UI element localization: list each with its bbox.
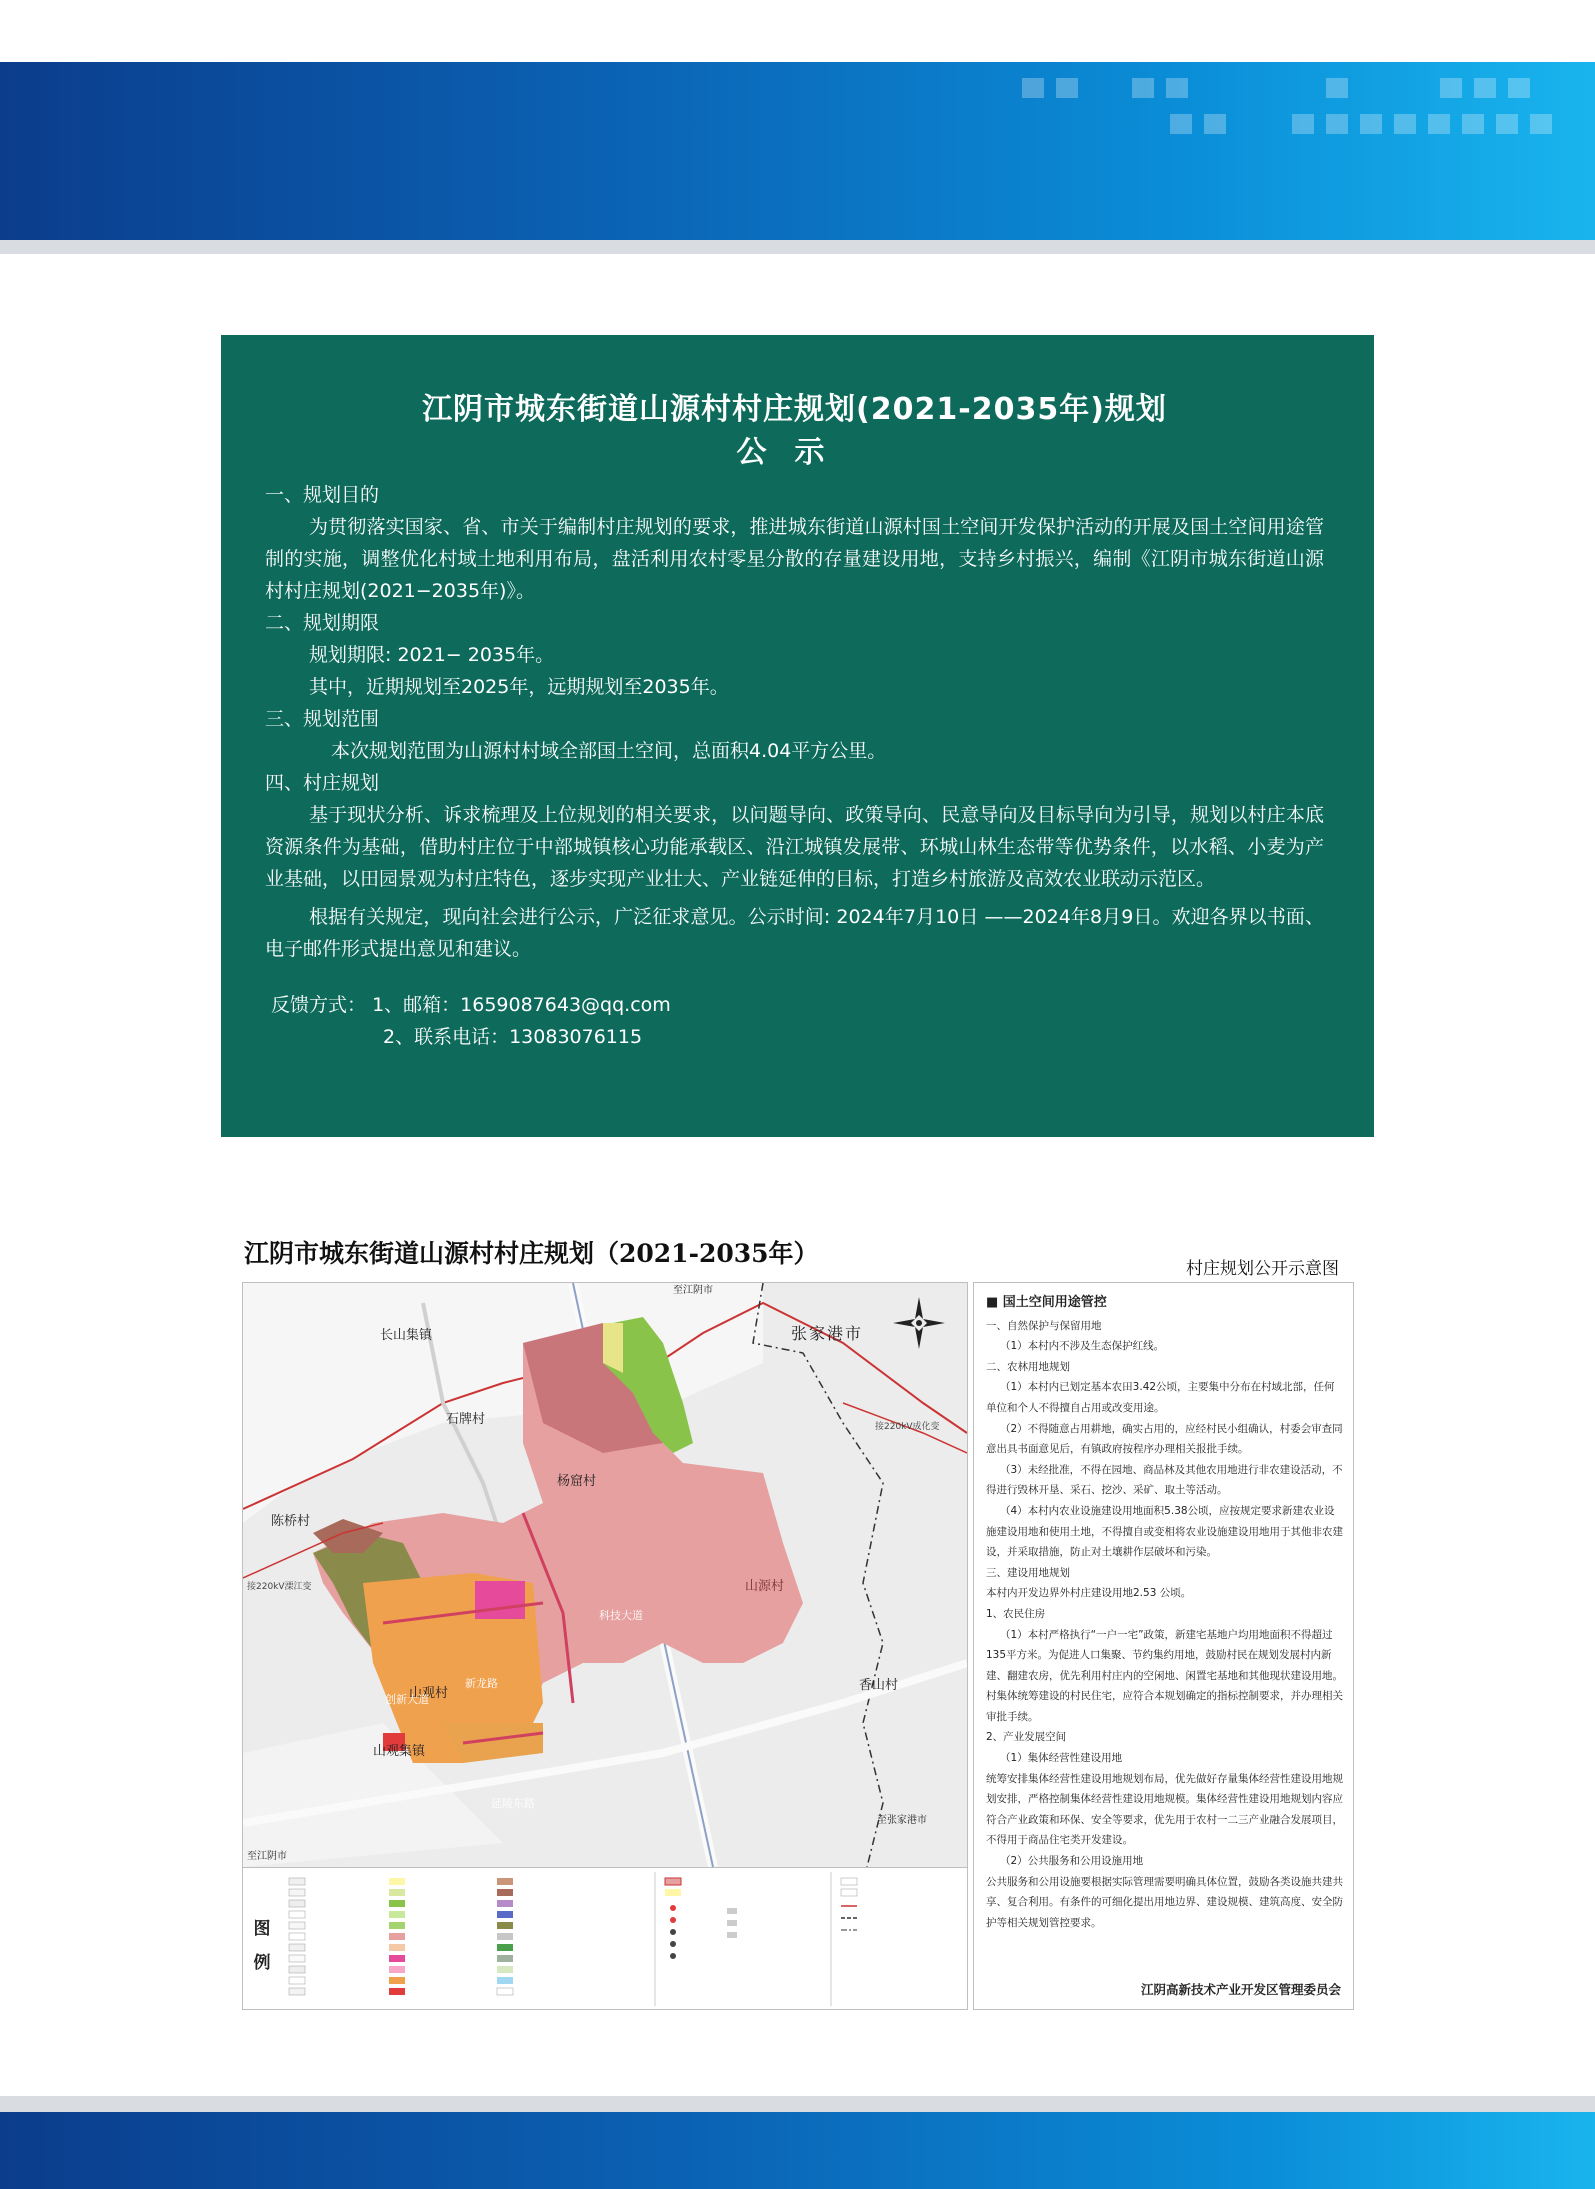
contact-line (265, 989, 1324, 1021)
place-label: 至张家港市 (877, 1815, 927, 1826)
legend-col-3 (497, 1878, 513, 1995)
section-heading: 二、规划期限 (265, 612, 380, 634)
rules-line: （2）不得随意占用耕地，确实占用的，应经村民小组确认，村委会审查同意出具书面意见后，有镇政府按程序办理相关报批手续。 (986, 1422, 1343, 1456)
footer-divider (0, 2096, 1595, 2112)
decor-square (1508, 78, 1530, 98)
rules-line: 2、产业发展空间 (986, 1731, 1067, 1744)
section-text: 为贯彻落实国家、省、市关于编制村庄规划的要求，推进城东街道山源村国土空间开发保护活动的开展及国土空间用途管制的实施，调整优化村域土地利用布局，盘活利用农村零星分散的存量建设用地，支持乡村振兴，编制《江阴市城东街道山源村村庄规划(2021−2035年)》。 (265, 516, 1324, 602)
notice-panel (221, 335, 1374, 1137)
decor-square (1166, 78, 1188, 98)
section-text: 基于现状分析、诉求梳理及上位规划的相关要求，以问题导向、政策导向、民意导向及目标导向为引导，规划以村庄本底资源条件为基础，借助村庄位于中部城镇核心功能承载区、沿江城镇发展带、环城山林生态带等优势条件，以水稻、小麦为产业基础，以田园景观为村庄特色，逐步实现产业壮大、产业链延伸的目标，打造乡村旅游及高效农业联动示范区。 (265, 804, 1324, 890)
decor-square (1462, 114, 1484, 134)
line-label: 接220kV成化变 (875, 1422, 940, 1432)
contact-label: 反馈方式： (271, 994, 367, 1016)
place-label: 香山村 (859, 1678, 899, 1693)
road-label: 延陵东路 (491, 1797, 535, 1810)
rules-line: 统筹安排集体经营性建设用地规划布局，优先做好存量集体经营性建设用地规划安排，严格控制集体经营性建设用地规模。集体经营性建设用地规划内容应符合产业政策和环保、安全等要求，优先用于农村一二三产业融合发展项目，不得用于商品住宅类开发建设。 (986, 1772, 1343, 1847)
decor-square (1428, 114, 1450, 134)
map-subtitle: 村庄规划公开示意图 (1186, 1259, 1339, 1279)
line-label: 接220kV溧江变 (247, 1582, 312, 1592)
notice-title: 江阴市城东街道山源村村庄规划(2021-2035年)规划 (422, 392, 1167, 427)
place-label: 至江阴市 (247, 1851, 287, 1862)
legend-label: 图例 (253, 1919, 271, 1973)
footer-band (0, 2112, 1595, 2189)
decor-square (1496, 114, 1518, 134)
section-heading: 一、规划目的 (265, 484, 380, 506)
place-label: 长山集镇 (380, 1328, 433, 1343)
header-band (0, 62, 1595, 240)
rules-heading: ■ 国土空间用途管控 (986, 1295, 1107, 1310)
decor-square (1326, 78, 1348, 98)
place-label: 石牌村 (446, 1412, 486, 1427)
road-label: 创新大道 (385, 1693, 429, 1706)
decor-square (1056, 78, 1078, 98)
decor-square (1326, 114, 1348, 134)
section-text: 其中，近期规划至2025年，远期规划至2035年。 (309, 676, 729, 698)
rules-line: 公共服务和公用设施要根据实际管理需要明确具体位置，鼓励各类设施共建共享、复合利用。有条件的可细化提出用地边界、建设规模、建筑高度、安全防护等相关规划管控要求。 (986, 1875, 1343, 1929)
public-notice-text: 根据有关规定，现向社会进行公示，广泛征求意见。公示时间: 2024年7月10日 ——2024年8月9日。欢迎各界以书面、电子邮件形式提出意见和建议。 (265, 906, 1324, 960)
notice-subtitle: 公示 (736, 435, 853, 470)
rules-line: （1）本村内不涉及生态保护红线。 (1000, 1340, 1165, 1353)
decor-square (1132, 78, 1154, 98)
place-label: 山观集镇 (373, 1744, 426, 1759)
decor-square (1474, 78, 1496, 98)
rules-line: 1、农民住房 (986, 1607, 1046, 1620)
rules-line: （1）本村内已划定基本农田3.42公顷，主要集中分布在村域北部，任何单位和个人不得擅自占用或改变用途。 (986, 1381, 1335, 1414)
legend-col-2 (389, 1878, 405, 1995)
rules-line: （4）本村内农业设施建设用地面积5.38公顷，应按规定要求新建农业设施建设用地和使用土地，不得擅自或变相将农业设施建设用地用于其他非农建设，并采取措施，防止对土壤耕作层破坏和污染。 (986, 1504, 1343, 1559)
rules-line: 二、农林用地规划 (986, 1360, 1070, 1373)
rules-line: 三、建设用地规划 (986, 1566, 1070, 1579)
place-label: 山观村 (409, 1686, 449, 1701)
map-legend (243, 1867, 967, 2010)
rules-line: 村集体统筹建设的村民住宅，应符合本规划确定的指标控制要求，并办理相关审批手续。 (986, 1690, 1343, 1723)
section-heading: 四、村庄规划 (265, 772, 380, 794)
rules-line: 本村内开发边界外村庄建设用地2.53 公顷。 (986, 1587, 1192, 1600)
plan-map (242, 1282, 968, 2010)
decor-square (1022, 78, 1044, 98)
section-heading: 三、规划范围 (265, 708, 380, 730)
road-label: 科技大道 (599, 1609, 643, 1622)
legend-col-1 (289, 1878, 305, 1995)
place-label: 杨窟村 (557, 1474, 597, 1489)
header-divider (0, 240, 1595, 254)
section-text: 本次规划范围为山源村村域全部国土空间，总面积4.04平方公里。 (331, 740, 887, 762)
rules-line: （1）集体经营性建设用地 (1000, 1752, 1123, 1765)
section-text: 规划期限: 2021− 2035年。 (309, 644, 555, 666)
rules-line: （2）公共服务和公用设施用地 (1000, 1855, 1144, 1868)
contact-email: 1、邮箱：1659087643@qq.com (372, 994, 671, 1016)
rules-line: （1）本村严格执行“一户一宅”政策，新建宅基地户均用地面积不得超过135平方米。为促进人口集聚、节约集约用地，鼓励村民在规划发展村内新建、翻建农房，优先利用村庄内的空闲地、闲置宅基地和其他现状建设用地。 (986, 1628, 1343, 1682)
decor-square (1292, 114, 1314, 134)
decor-square (1394, 114, 1416, 134)
decor-square (1204, 114, 1226, 134)
rules-line: （3）未经批准，不得在园地、商品林及其他农用地进行非农建设活动，不得进行毁林开垦、采石、挖沙、采矿、取土等活动。 (986, 1463, 1343, 1497)
decor-square (1360, 114, 1382, 134)
decor-square (1530, 114, 1552, 134)
decor-square (1440, 78, 1462, 98)
legend-swatches (279, 1872, 963, 2006)
plan-map-graphic (243, 1283, 967, 1867)
place-label: 山源村 (745, 1579, 785, 1594)
road-label: 新龙路 (465, 1677, 498, 1690)
issuer-signature: 江阴高新技术产业开发区管理委员会 (1140, 1982, 1341, 1998)
contact-phone: 2、联系电话：13083076115 (383, 1026, 643, 1048)
land-use-rules (973, 1282, 1354, 2010)
place-label: 至江阴市 (673, 1285, 713, 1296)
rules-line: 一、自然保护与保留用地 (986, 1319, 1102, 1332)
place-label: 陈桥村 (271, 1514, 311, 1529)
map-title: 江阴市城东街道山源村村庄规划（2021-2035年） (244, 1239, 819, 1268)
decor-square (1170, 114, 1192, 134)
place-label: 张家港市 (791, 1324, 864, 1343)
